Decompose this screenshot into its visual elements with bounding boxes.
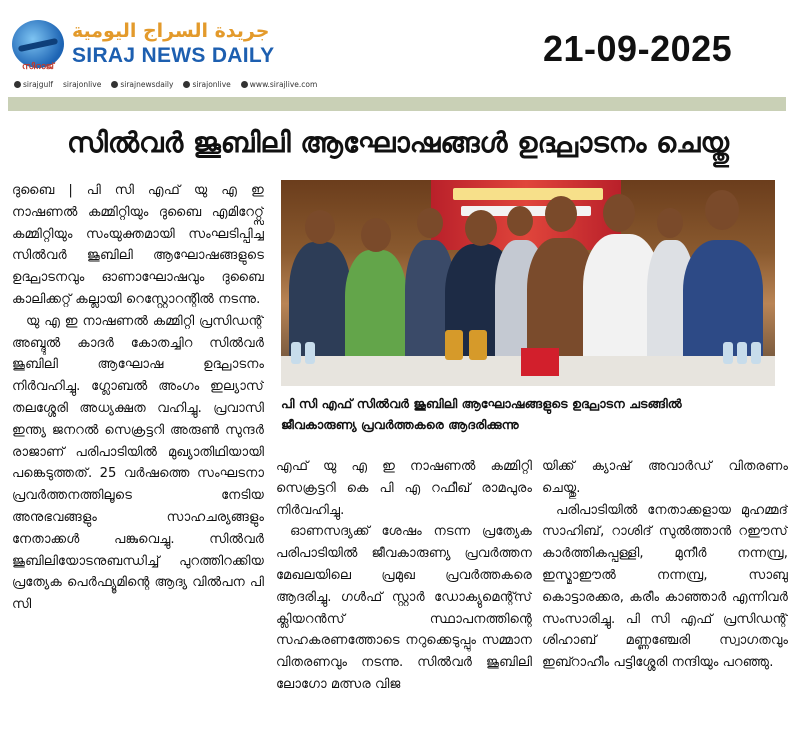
paragraph: യിക്ക് ക്യാഷ് അവാർഡ് വിതരണം ചെയ്തു. — [542, 459, 788, 496]
social-item: sirajonlive — [183, 80, 230, 89]
caption-line: ജീവകാരുണ്യ പ്രവർത്തകരെ ആദരിക്കുന്നു — [281, 417, 519, 432]
social-item: www.sirajlive.com — [241, 80, 317, 89]
social-item: sirajgulf — [14, 80, 53, 89]
globe-emblem-icon — [12, 20, 64, 68]
social-handles — [14, 80, 317, 89]
publication-date: 21-09-2025 — [543, 28, 733, 69]
paragraph: ഓണസദ്യക്ക് ശേഷം നടന്ന പ്രത്യേക പരിപാടിയിൽ ജീവകാരുണ്യ പ്രവർത്തന മേഖലയിലെ പ്രമുഖ പ്രവർത്തകരെ ആദരിച്ചു. ഗൾഫ് സ്റ്റാർ ഡോക്യുമെന്റ്സ് ക്ലിയറൻസ് സ്ഥാപനത്തിന്റെ സഹകരണത്തോടെ നറുക്കെടുപ്പും സമ്മാന വിതരണവും നടന്നു. സിൽവർ ജൂബിലി ലോഗോ മത്സര വിജ — [276, 524, 532, 692]
gift-box — [521, 348, 559, 376]
photo-caption — [281, 393, 775, 437]
masthead — [0, 0, 800, 92]
divider-band — [8, 97, 786, 111]
paragraph: ദുബൈ | പി സി എഫ് യു എ ഇ നാഷണൽ കമ്മിറ്റിയും ദുബൈ എമിറേറ്റ്സ് കമ്മിറ്റിയും സംയുക്തമായി സംഘടിപ്പിച്ച സിൽവർ ജൂബിലി ആഘോഷങ്ങളുടെ ഉദ്ഘാടനവും ഓണാഘോഷവും ദുബൈ കാലിക്കറ്റ് കല്ലായി റെസ്റ്റോറന്റിൽ നടന്നു. — [12, 183, 264, 307]
newspaper-logo — [12, 20, 312, 78]
event-photo — [281, 180, 775, 386]
globe-icon — [241, 81, 248, 88]
article-column-1 — [12, 180, 264, 740]
emblem-label: സിറാജ് — [21, 62, 55, 72]
facebook-icon — [14, 81, 21, 88]
arabic-title: جريدة السراج اليومية — [72, 20, 270, 42]
social-item: sirajnewsdaily — [111, 80, 173, 89]
article-column-3 — [542, 456, 788, 740]
social-item: sirajonlive — [63, 80, 102, 89]
twitter-icon — [183, 81, 190, 88]
english-title: SIRAJ NEWS DAILY — [72, 44, 275, 67]
trophy-icon — [445, 330, 463, 360]
article-column-2 — [276, 456, 532, 740]
paragraph: പരിപാടിയിൽ നേതാക്കളായ മുഹമ്മദ് സാഹിബ്, റാശിദ് സുൽത്താൻ റഈസ് കാർത്തികപ്പള്ളി, മുനീർ നന്നമ്പ്ര, ഇസ്മാഈൽ നന്നമ്പ്ര, സാബു കൊട്ടാരക്കര, കരീം കാഞ്ഞാർ എന്നിവർ സംസാരിച്ചു. പി സി എഫ് പ്രസിഡന്റ് ശിഹാബ് മണ്ണഞ്ചേരി സ്വാഗതവും ഇബ്റാഹീം പട്ടിശ്ശേരി നന്ദിയും പറഞ്ഞു. — [542, 502, 788, 671]
article-headline: സിൽവർ ജൂബിലി ആഘോഷങ്ങൾ ഉദ്ഘാടനം ചെയ്തു — [67, 126, 729, 159]
caption-line: പി സി എഫ് സിൽവർ ജൂബിലി ആഘോഷങ്ങളുടെ ഉദ്ഘാടന ചടങ്ങിൽ — [281, 396, 682, 411]
paragraph: യു എ ഇ നാഷണൽ കമ്മിറ്റി പ്രസിഡന്റ് അബ്ദുൽ കാദർ കോതച്ചിറ സിൽവർ ജൂബിലി ആഘോഷ ഉദ്ഘാടനം നിർവഹിച്ചു. ഗ്ലോബൽ അംഗം ഇല്യാസ് തലശ്ശേരി അധ്യക്ഷത വഹിച്ചു. പ്രവാസി ഇന്ത്യ ജനറൽ സെക്രട്ടറി അരുൺ സുന്ദർ രാജാണ് പരിപാടിയിൽ മുഖ്യാതിഥിയായി പങ്കെടുത്തത്. 25 വർഷത്തെ സംഘടനാ പ്രവർത്തനത്തിലൂടെ നേടിയ അനുഭവങ്ങളും സാഹചര്യങ്ങളും നേതാക്കൾ പങ്കുവെച്ചു. സിൽവർ ജൂബിലിയോടനുബന്ധിച്ച് പുറത്തിറക്കിയ പ്രത്യേക പെർഫ്യൂമിന്റെ ആദ്യ വിൽപന പി സി — [12, 313, 264, 613]
paragraph: എഫ് യു എ ഇ നാഷണൽ കമ്മിറ്റി സെക്രട്ടറി കെ പി എ റഫീഖ് രാമപുരം നിർവഹിച്ചു. — [276, 459, 532, 518]
instagram-icon — [111, 81, 118, 88]
trophy-icon — [469, 330, 487, 360]
